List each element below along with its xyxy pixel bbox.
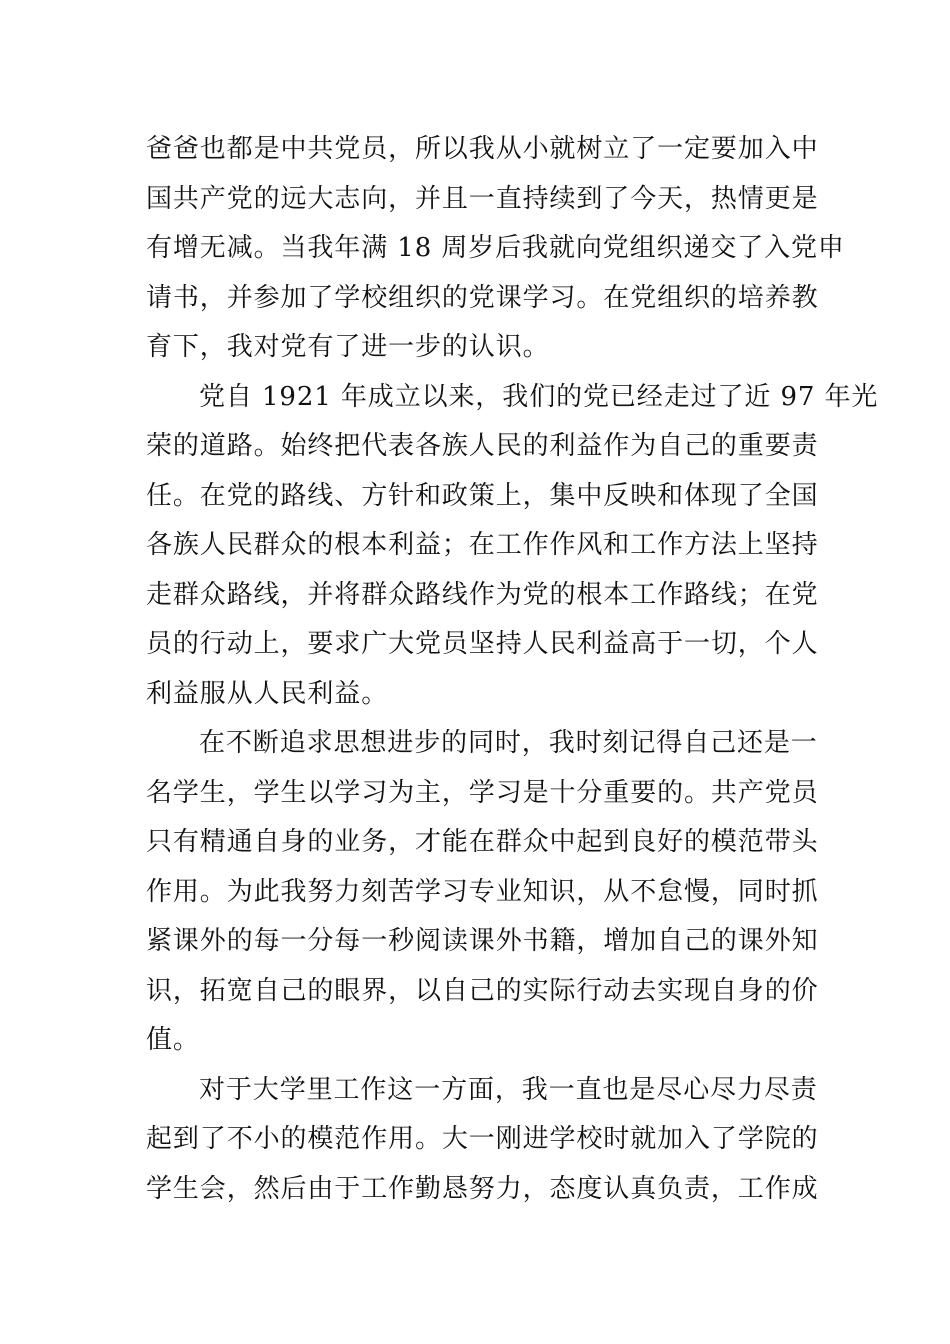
text-line: 请书，并参加了学校组织的党课学习。在党组织的培养教 <box>146 282 819 313</box>
text-line: 作用。为此我努力刻苦学习专业知识，从不怠慢，同时抓 <box>146 876 819 907</box>
text-line: 育下，我对党有了进一步的认识。 <box>146 332 550 362</box>
text-line: 党自 1921 年成立以来，我们的党已经走过了近 97 年光 <box>199 381 879 412</box>
text-line: 起到了不小的模范作用。大一刚进学校时就加入了学院的 <box>146 1124 819 1154</box>
text-line: 任。在党的路线、方针和政策上，集中反映和体现了全国 <box>146 480 819 511</box>
text-line: 名学生，学生以学习为主，学习是十分重要的。共产党员 <box>146 777 819 808</box>
text-line: 爸爸也都是中共党员，所以我从小就树立了一定要加入中 <box>146 134 819 164</box>
text-line: 对于大学里工作这一方面，我一直也是尽心尽力尽责 <box>199 1074 818 1105</box>
text-line: 学生会，然后由于工作勤恳努力，态度认真负责，工作成 <box>146 1173 819 1204</box>
text-line: 荣的道路。始终把代表各族人民的利益作为自己的重要责 <box>146 431 819 461</box>
text-line: 员的行动上，要求广大党员坚持人民利益高于一切，个人 <box>146 629 819 659</box>
text-line: 紧课外的每一分每一秒阅读课外书籍，增加自己的课外知 <box>146 926 819 956</box>
document-body <box>146 125 879 1214</box>
text-line: 只有精通自身的业务，才能在群众中起到良好的模范带头 <box>146 827 819 857</box>
text-line: 在不断追求思想进步的同时，我时刻记得自己还是一 <box>199 728 818 758</box>
text-line: 国共产党的远大志向，并且一直持续到了今天，热情更是 <box>146 183 819 214</box>
text-line: 各族人民群众的根本利益；在工作作风和工作方法上坚持 <box>146 530 819 560</box>
text-line: 有增无减。当我年满 18 周岁后我就向党组织递交了入党申 <box>146 233 845 263</box>
text-line: 走群众路线，并将群众路线作为党的根本工作路线；在党 <box>146 579 819 610</box>
text-line: 利益服从人民利益。 <box>146 678 389 709</box>
text-line: 值。 <box>146 1025 200 1055</box>
text-line: 识，拓宽自己的眼界，以自己的实际行动去实现自身的价 <box>146 975 819 1006</box>
